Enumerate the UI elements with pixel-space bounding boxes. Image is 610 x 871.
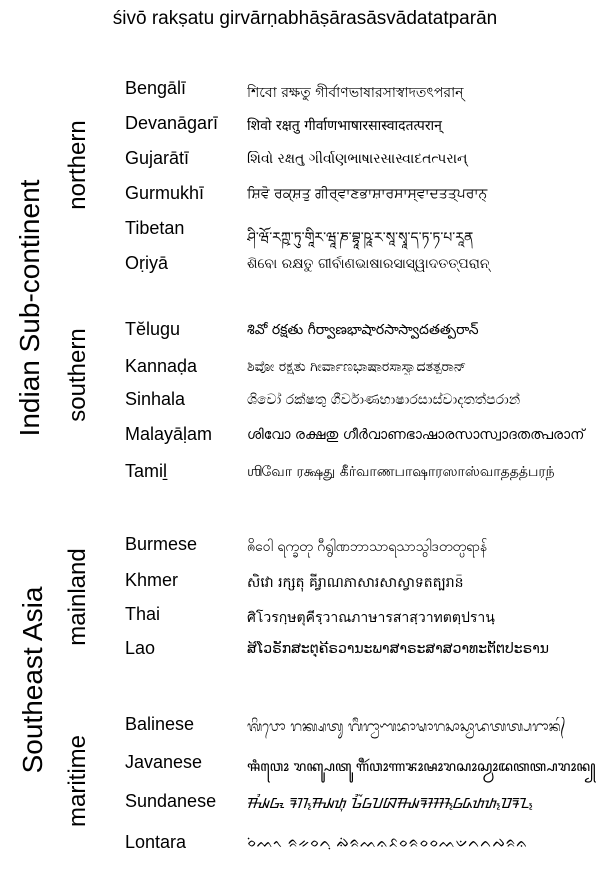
subregion-label-northern: northern [64,120,91,210]
script-name: Burmese [125,534,198,554]
script-sample: ສິໂວຣັກສະຕຸຄີຣວານະພາສາຣະສາສວາທະຕັຕປະຣານ [247,641,549,657]
subregion-label-southern: southern [64,328,91,422]
script-sample: ශිවෝ රක්ෂතු ගීර්වාණභාෂාරසාස්වාදතත්පරාන් [247,392,521,408]
script-sample: ꦯꦶꦮꦺꦴ ꦫꦏ꧀ꦰꦠꦸ ꦒꦷꦂꦮꦴꦟꦨꦴꦰꦴꦫꦱꦴꦱ꧀ꦮꦴꦢꦠꦠ꧀ꦥꦫꦴꦤ꧀ [247,759,596,775]
script-name: Sundanese [125,791,217,811]
script-sample: ᨔᨗᨓᨚ ᨑᨀᨔᨈᨘ ᨁᨗᨑᨓᨊᨅᨔᨑᨔᨔᨓᨉᨈᨈᨄᨑᨊ [247,835,528,851]
script-name: Malayāḷam [125,424,213,444]
script-sample: শিবো রক্ষতু গীর্বাণভাষারসাস্বাদতৎপরান্ [247,85,464,101]
script-name: Khmer [125,570,179,590]
script-sample: ஶிவோ ரக்ஷது கீர்வாணபாஷாரஸாஸ்வாததத்பரந் [247,464,555,480]
script-sample: शिवो रक्षतु गीर्वाणभाषारसास्वादतत्परान् [247,118,442,134]
script-name: Javanese [125,752,203,772]
script-name: Tibetan [125,218,185,238]
script-name: Gujarātī [125,148,190,168]
script-sample: ᬰᬶᬯᭀ ᬭᬓ᭄ᬱᬢᬸ ᬕᬷᬭ᭄ᬯᬵᬡᬪᬵᬱᬵᬭᬲᬵᬲ᭄ᬯᬵᬤᬢᬢ᭄ᬧᬭᬵᬦ᭄ [247,719,566,735]
script-sample: ᮯᮤᮝᮧ ᮛᮊ᮪ᮯᮒᮥ ᮌᮤᮁᮝᮖᮘᮯᮛᮞᮞ᮪ᮝᮓᮒᮒ᮪ᮕᮛᮔ᮪ [247,796,533,812]
script-name: Oṛiyā [125,253,169,273]
script-name: Bengālī [125,78,187,98]
script-sample: શિવો રક્ષતુ ગીર્વાણભાષારસાસ્વાદતત્પરાન્ [247,151,468,167]
script-sample: សិវោ រក្សតុ គីរ្វាណភាសារសាស្វាទតត្បរាន៑ [247,575,464,591]
script-name: Kannaḍa [125,356,198,376]
subregion-label-maritime: maritime [64,735,91,828]
script-name: Sinhala [125,389,186,409]
script-sample: ศิโวรกฺษตุคีรฺวาณภาษารสาสฺวาทตตฺปรานฺ [247,610,495,626]
script-name: Gurmukhī [125,183,205,203]
region-label-southeast-asia: Southeast Asia [17,586,48,774]
script-name: Lao [125,638,156,658]
script-sample: ଶିବୋ ରକ୍ଷତୁ ଗୀର୍ବାଣଭାଷାରସାସ୍ୱାଦତତ୍ପରାନ୍ [247,256,490,272]
script-sample: ശിവോ രക്ഷതു ഗീർവാണഭാഷാരസാസ്വാദതത്പരാന് [247,427,585,443]
script-sample: ၐိဝေါ ရက္ခတု ဂီရွါဏဘာသာရသာသွါဒတတ္ပရာန် [247,539,488,555]
script-sample: ཤི་ཝོ་རཀྵ་ཏུ་གཱིར་ཝཱ་ཎ་བྷཱ་ཥཱ་ར་སཱ་སྭཱ་ད་ཏ་ཏ་པ་རཱན [247,230,474,246]
page-title: śivō rakṣatu girvārṇabhāṣārasāsvādatatparān [112,8,498,29]
script-sample: శివో రక్షతు గీర్వాణభాషారసాస్వాదతత్పరాన్ [247,322,479,338]
subregion-label-mainland: mainland [64,548,91,646]
script-name: Tamiḻ [125,461,168,481]
script-name: Balinese [125,714,195,734]
script-name: Tĕlugu [125,319,181,339]
script-name: Lontara [125,832,187,852]
script-sample: ਸ਼ਿਵੋ ਰਕ੍ਸ਼ਤੁ ਗੀਰ੍ਵਾਣਭਾਸ਼ਾਰਸਾਸ੍ਵਾਦਤਤ੍ਪਰਾਨ੍ [247,186,488,202]
script-name: Devanāgarī [125,113,219,133]
script-name: Thai [125,604,161,624]
region-label-indian-subcontinent: Indian Sub-continent [14,179,45,437]
script-sample: ಶಿವೋ ರಕ್ಷತು ಗೀರ್ವಾಣಭಾಷಾರಸಾಸ್ವಾದತತ್ಪರಾನ್ [247,359,467,375]
